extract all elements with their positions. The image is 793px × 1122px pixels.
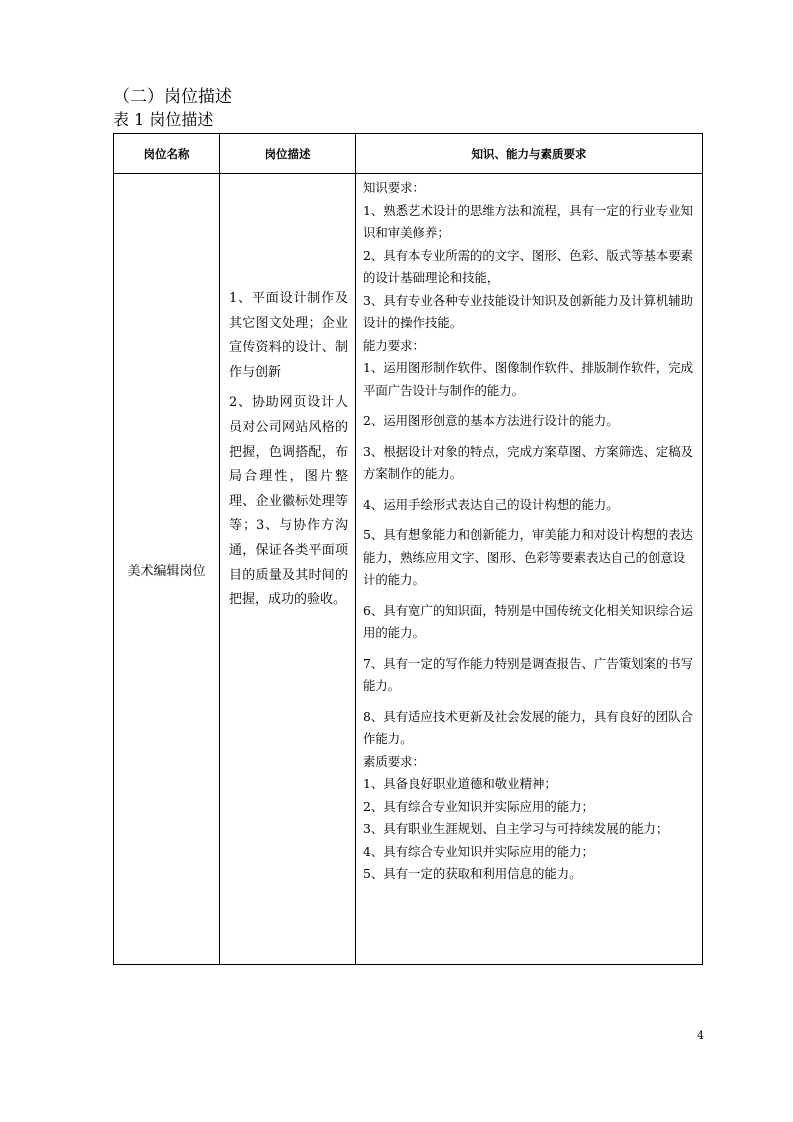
quality-item: 1、具备良好职业道德和敬业精神；: [363, 776, 557, 791]
ability-item: 5、具有想象能力和创新能力，审美能力和对设计构想的表达能力，熟练应用文字、图形、色彩等要素表达自己的创意设计的能力。: [363, 527, 694, 587]
header-position-name: 岗位名称: [114, 134, 220, 174]
ability-item: 6、具有宽广的知识面，特别是中国传统文化相关知识综合运用的能力。: [363, 602, 694, 640]
ability-item: 4、运用手绘形式表达自己的设计构想的能力。: [363, 496, 619, 512]
knowledge-item: 3、具有专业各种专业技能设计知识及创新能力及计算机辅助设计的操作技能。: [363, 292, 694, 330]
ability-item: 1、运用图形制作软件、图像制作软件、排版制作软件，完成平面广告设计与制作的能力。: [363, 360, 694, 398]
section-heading: （二）岗位描述: [113, 87, 232, 107]
quality-title: 素质要求：: [363, 753, 425, 769]
header-position-description: 岗位描述: [220, 134, 356, 174]
header-requirements: 知识、能力与素质要求: [356, 134, 703, 174]
quality-item: 4、具有综合专业知识并实际应用的能力；: [363, 843, 594, 859]
knowledge-title: 知识要求：: [363, 180, 425, 195]
job-description-table: [113, 133, 703, 965]
ability-item: 8、具有适应技术更新及社会发展的能力，具有良好的团队合作能力。: [363, 708, 694, 746]
ability-item: 3、根据设计对象的特点，完成方案草图、方案筛选、定稿及方案制作的能力。: [363, 443, 694, 481]
table-row: [114, 174, 703, 965]
table-header-row: [114, 134, 703, 174]
description-item: 2、协助网页设计人员对公司网站风格的把握，色调搭配，布局合理性，图片整理、企业徽标处理等等；3、与协作方沟通，保证各类平面项目的质量及其时间的把握，成功的验收。: [229, 395, 348, 608]
quality-item: 5、具有一定的获取和利用信息的能力。: [363, 866, 582, 881]
position-name-cell: [114, 174, 220, 965]
knowledge-item: 1、熟悉艺术设计的思维方法和流程，具有一定的行业专业知识和审美修养；: [363, 202, 694, 240]
ability-item: 2、运用图形创意的基本方法进行设计的能力。: [363, 413, 619, 428]
ability-item: 7、具有一定的写作能力特别是调查报告、广告策划案的书写能力。: [363, 655, 694, 693]
table-caption: 表 1 岗位描述: [113, 110, 214, 129]
quality-item: 3、具有职业生涯规划、自主学习与可持续发展的能力；: [363, 821, 669, 836]
description-item: 1、平面设计制作及其它图文处理；企业宣传资料的设计、制作与创新: [229, 291, 348, 380]
page-number: 4: [697, 1029, 704, 1042]
quality-item: 2、具有综合专业知识并实际应用的能力；: [363, 798, 594, 814]
requirements-cell: [356, 174, 703, 965]
position-name: 美术编辑岗位: [127, 563, 206, 579]
ability-title: 能力要求：: [363, 337, 425, 353]
position-description-cell: [220, 174, 356, 965]
knowledge-item: 2、具有本专业所需的的文字、图形、色彩、版式等基本要素的设计基础理论和技能，: [363, 247, 694, 285]
